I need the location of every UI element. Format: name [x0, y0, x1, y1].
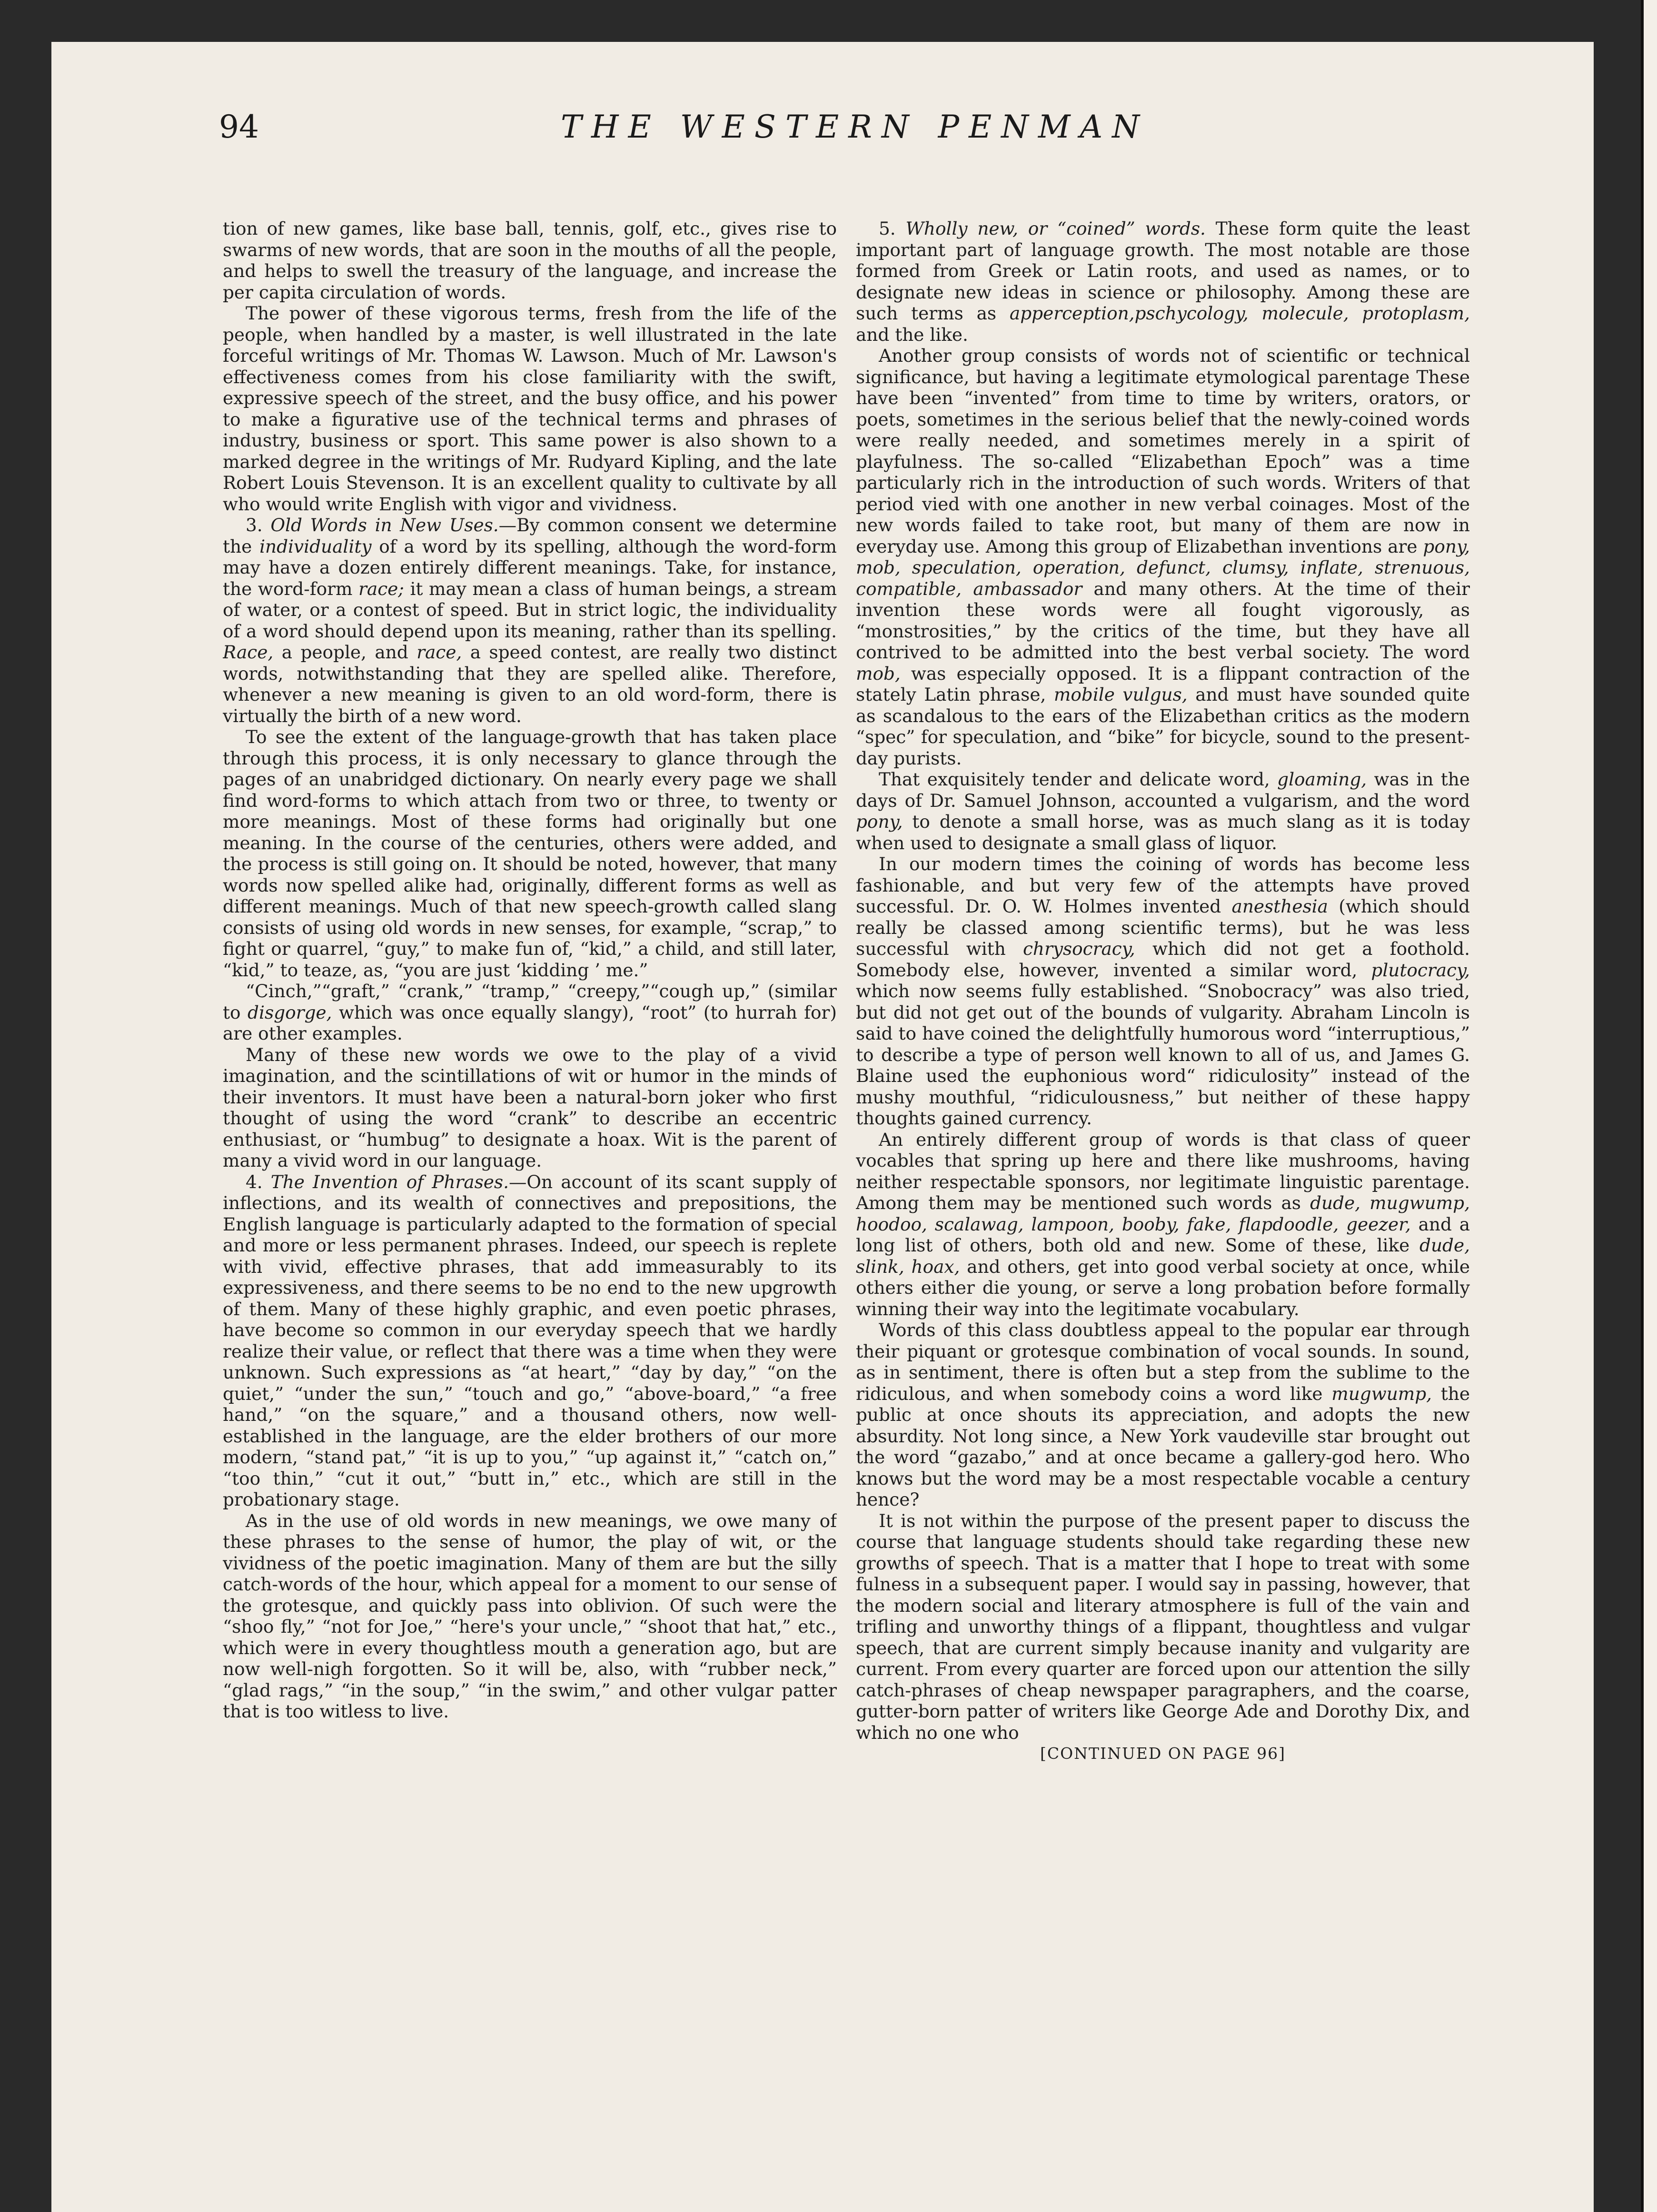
- running-title: THE WESTERN PENMAN: [561, 109, 1149, 145]
- paragraph: tion of new games, like base ball, tennis, golf, etc., gives rise to swarms of new words, that are soon in the mouths of all the people, and helps to swell the treasury of the language, and increase the per capita circulation of words.: [223, 218, 837, 303]
- paragraph: To see the extent of the language-growth that has taken place through this process, it is only necessary to glance through the pages of an unabridged dictionary. On nearly every page we shall find word-forms to which attach from two or three, to twenty or more meanings. Most of these forms had originally but one meaning. In the course of the centuries, others were added, and the process is still going on. It should be noted, however, that many words now spelled alike had, originally, different forms as well as different meanings. Much of that new speech-growth called slang consists of using old words in new senses, for example, “scrap,” to fight or quarrel, “guy,” to make fun of, “kid,” a child, and still later, “kid,” to teaze, as, “you are just ‘kidding ’ me.”: [223, 726, 837, 981]
- section-heading: Wholly new, or “coined” words.: [905, 218, 1206, 239]
- left-column: [223, 218, 837, 2151]
- paragraph: An entirely different group of words is that class of queer vocables that spring up here and there like mushrooms, having neither respectable sponsors, nor legitimate linguistic parentage. Among them may be mentioned such words as dude, mugwump, hoodoo, scalawag, lampoon, booby, fake, flapdoodle, geezer, and a long list of others, both old and new. Some of these, like dude, slink, hoax, and others, get into good verbal society at once, while others either die young, or serve a long probation before formally winning their way into the legitimate vocabulary.: [856, 1129, 1470, 1319]
- paragraph: As in the use of old words in new meanings, we owe many of these phrases to the sense of humor, the play of wit, or the vividness of the poetic imagination. Many of them are but the silly catch-words of the hour, which appeal for a moment to our sense of the grotesque, and quickly pass into oblivion. Of such were the “shoo fly,” “not for Joe,” “here's your uncle,” “shoot that hat,” etc., which were in every thoughtless mouth a generation ago, but are now well-nigh forgotten. So it will be, also, with “rubber neck,” “glad rags,” “in the soup,” “in the swim,” and other vulgar patter that is too witless to live.: [223, 1510, 837, 1722]
- paragraph: Many of these new words we owe to the play of a vivid imagination, and the scintillations of wit or humor in the minds of their inventors. It must have been a natural-born joker who first thought of using the word “crank” to describe an eccentric enthusiast, or “humbug” to designate a hoax. Wit is the parent of many a vivid word in our language.: [223, 1044, 837, 1171]
- section-heading: The Invention of Phrases.: [270, 1171, 509, 1192]
- section-number: 5.: [879, 218, 896, 239]
- section-number: 3.: [246, 515, 263, 536]
- section-heading: Old Words in New Uses.: [270, 515, 499, 536]
- page-number: 94: [219, 109, 259, 145]
- page: [51, 42, 1594, 2212]
- right-column: [856, 218, 1470, 2151]
- continued-notice: [CONTINUED ON PAGE 96]: [1040, 1744, 1286, 1763]
- paragraph: 4. The Invention of Phrases.—On account of its scant supply of inflections, and its wealth of connectives and prepositions, the English language is particularly adapted to the formation of special and more or less permanent phrases. Indeed, our speech is replete with vivid, effective phrases, that add immeasurably to its expressiveness, and there seems to be no end to the new upgrowth of them. Many of these highly graphic, and even poetic phrases, have become so common in our everyday speech that we hardly realize their value, or reflect that there was a time when they were unknown. Such expressions as “at heart,” “day by day,” “on the quiet,” “under the sun,” “touch and go,” “above-board,” “a free hand,” “on the square,” and a thousand others, now well-established in the language, are the elder brothers of our more modern, “stand pat,” “it is up to you,” “up against it,” “catch on,” “too thin,” “cut it out,” “butt in,” etc., which are still in the probationary stage.: [223, 1171, 837, 1510]
- paragraph: The power of these vigorous terms, fresh from the life of the people, when handled by a master, is well illustrated in the late forceful writings of Mr. Thomas W. Lawson. Much of Mr. Lawson's effectiveness comes from his close familiarity with the swift, expressive speech of the street, and the busy office, and his power to make a figurative use of the technical terms and phrases of industry, business or sport. This same power is also shown to a marked degree in the writings of Mr. Rudyard Kipling, and the late Robert Louis Stevenson. It is an excellent quality to cultivate by all who would write English with vigor and vividness.: [223, 303, 837, 515]
- paragraph: Another group consists of words not of scientific or technical significance, but having a legitimate etymological parentage These have been “invented” from time to time by writers, orators, or poets, sometimes in the serious belief that the newly-coined words were really needed, and sometimes merely in a spirit of playfulness. The so-called “Elizabethan Epoch” was a time particularly rich in the introduction of such words. Writers of that period vied with one another in new verbal coinages. Most of the new words failed to take root, but many of them are now in everyday use. Among this group of Elizabethan inventions are pony, mob, speculation, operation, defunct, clumsy, inflate, strenuous, compatible, ambassador and many others. At the time of their invention these words were all fought vigorously, as “monstrosities,” by the critics of the time, but they have all contrived to be admitted into the best verbal society. The word mob, was especially opposed. It is a flippant contraction of the stately Latin phrase, mobile vulgus, and must have sounded quite as scandalous to the ears of the Elizabethan critics as the modern “spec” for speculation, and “bike” for bicycle, sound to the present-day purists.: [856, 345, 1470, 769]
- paragraph: Words of this class doubtless appeal to the popular ear through their piquant or grotesque combination of vocal sounds. In sound, as in sentiment, there is often but a step from the sublime to the ridiculous, and when somebody coins a word like mugwump, the public at once shouts its appreciation, and adopts the new absurdity. Not long since, a New York vaudeville star brought out the word “gazabo,” and at once became a gallery-god hero. Who knows but the word may be a most respectable vocable a century hence?: [856, 1319, 1470, 1510]
- paragraph: In our modern times the coining of words has become less fashionable, and but very few of the attempts have proved successful. Dr. O. W. Holmes invented anesthesia (which should really be classed among scientific terms), but he was less successful with chrysocracy, which did not get a foothold. Somebody else, however, invented a similar word, plutocracy, which now seems fully established. “Snobocracy” was also tried, but did not get out of the bounds of vulgarity. Abraham Lincoln is said to have coined the delightfully humorous word “interruptious,” to describe a type of person well known to all of us, and James G. Blaine used the euphonious word“ ridiculosity” instead of the mushy mouthful, “ridiculousness,” but neither of these happy thoughts gained currency.: [856, 853, 1470, 1129]
- page-edge: [1641, 0, 1657, 2212]
- paragraph: 5. Wholly new, or “coined” words. These form quite the least important part of language growth. The most notable are those formed from Greek or Latin roots, and used as names, or to designate new ideas in science or philosophy. Among these are such terms as apperception,pschycology, molecule, protoplasm, and the like.: [856, 218, 1470, 345]
- paragraph: It is not within the purpose of the present paper to discuss the course that language students should take regarding these new growths of speech. That is a matter that I hope to treat with some fulness in a subsequent paper. I would say in passing, however, that the modern social and literary atmosphere is full of the vain and trifling and unworthy things of a flippant, thoughtless and vulgar speech, that are current simply because inanity and vulgarity are current. From every quarter are forced upon our attention the silly catch-phrases of cheap newspaper paragraphers, and the coarse, gutter-born patter of writers like George Ade and Dorothy Dix, and which no one who: [856, 1510, 1470, 1743]
- paragraph: That exquisitely tender and delicate word, gloaming, was in the days of Dr. Samuel Johnson, accounted a vulgarism, and the word pony, to denote a small horse, was as much slang as it is today when used to designate a small glass of liquor.: [856, 769, 1470, 853]
- page-header: [51, 109, 1594, 161]
- paragraph: “Cinch,”“graft,” “crank,” “tramp,” “creepy,”“cough up,” (similar to disgorge, which was once equally slangy), “root” (to hurrah for) are other examples.: [223, 981, 837, 1044]
- section-number: 4.: [246, 1171, 263, 1192]
- paragraph: 3. Old Words in New Uses.—By common consent we determine the individuality of a word by its spelling, although the word-form may have a dozen entirely different meanings. Take, for instance, the word-form race; it may mean a class of human beings, a stream of water, or a contest of speed. But in strict logic, the individuality of a word should depend upon its meaning, rather than its spelling. Race, a people, and race, a speed contest, are really two distinct words, notwithstanding that they are spelled alike. Therefore, whenever a new meaning is given to an old word-form, there is virtually the birth of a new word.: [223, 515, 837, 726]
